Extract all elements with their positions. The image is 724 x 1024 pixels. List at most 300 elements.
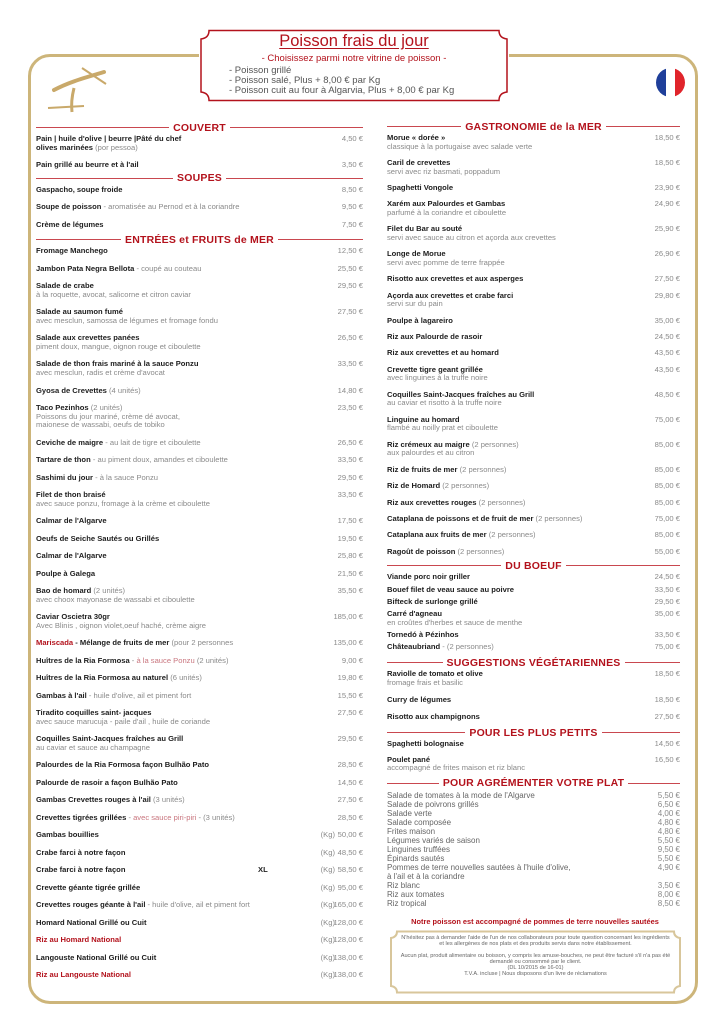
fish-option: - Poisson cuit au four à Algarvia, Plus + 8,00 € par Kg [229, 85, 455, 96]
item-price: 15,50 € [337, 690, 363, 700]
item-name-line [387, 466, 630, 475]
item-price: 138,00 € [333, 970, 363, 980]
divider-line [602, 732, 680, 733]
item-name-line [387, 696, 630, 705]
item-name: Filet du Bar au souté [387, 224, 463, 234]
item-price: 24,50 € [654, 572, 680, 582]
item-name-line [36, 387, 313, 396]
item-price: 33,50 € [337, 359, 363, 369]
menu-item [387, 441, 680, 458]
fresh-fish-box [199, 29, 509, 102]
menu-item [36, 971, 363, 980]
menu-item [387, 317, 680, 326]
item-price: 33,50 € [337, 490, 363, 500]
item-price: 4,90 € [657, 862, 680, 872]
menu-item [387, 696, 680, 705]
section-header [387, 777, 680, 790]
item-price: 33,50 € [654, 584, 680, 594]
menu-section-du-boeuf [387, 559, 680, 651]
item-name: Mariscada [36, 638, 74, 648]
item-name-line [36, 919, 313, 928]
item-note: Salade de tomates à la mode de l'Algarve [387, 790, 535, 800]
item-name: Risotto aux champignons [387, 712, 480, 722]
item-name: Crème de légumes [36, 219, 104, 229]
menu-section-pour-les-plus-petits [387, 726, 680, 773]
item-price: 4,80 € [657, 826, 680, 836]
menu-item [36, 919, 363, 928]
item-description: à la roquette, avocat, salicorne et citron caviar [36, 289, 191, 299]
menu-item [36, 849, 363, 858]
item-name-line [36, 535, 313, 544]
item-note: (2 personnes) [440, 481, 490, 491]
item-name: Carré d'agneau [387, 608, 442, 618]
item-name-line [36, 692, 313, 701]
section-title: POUR LES PLUS PETITS [469, 726, 598, 739]
item-price: 18,50 € [654, 133, 680, 142]
divider-line [606, 126, 680, 127]
menu-item [387, 863, 680, 881]
item-unit: (Kg) [320, 865, 335, 875]
fish-option: - Poisson grillé [229, 65, 292, 76]
item-note: avec sauce piri-piri [133, 812, 197, 822]
item-price: 23,90 € [654, 182, 680, 192]
legal-notice-box [389, 930, 682, 994]
menu-item [387, 292, 680, 309]
menu-item [36, 692, 363, 701]
menu-section-suggestions-vegetariennes [387, 656, 680, 722]
item-price: 75,00 € [654, 641, 680, 651]
item-name: Ragoût de poisson [387, 546, 456, 556]
item-name: Riz aux Palourde de rasoir [387, 332, 483, 342]
menu-item [387, 598, 680, 607]
section-header [387, 120, 680, 133]
item-name: Riz aux crevettes rouges [387, 497, 477, 507]
item-price: 43,50 € [654, 348, 680, 358]
item-price: 9,50 € [341, 202, 363, 212]
item-name-line [387, 881, 640, 890]
item-name-line [387, 531, 630, 540]
item-price: 24,50 € [654, 332, 680, 342]
item-price: 28,50 € [337, 812, 363, 822]
menu-item [36, 456, 363, 465]
item-name-line [36, 674, 313, 683]
french-flag-icon[interactable] [656, 68, 685, 97]
menu-item [36, 360, 363, 377]
item-name: Tiradito coquilles saint- jacques [36, 708, 152, 718]
item-description: parfumé à la coriandre et ciboulette [387, 207, 507, 217]
item-note: - au lait de tigre et ciboulette [103, 437, 201, 447]
item-name-line [36, 761, 313, 770]
item-name: Risotto aux crevettes et aux asperges [387, 274, 524, 284]
menu-item [387, 899, 680, 908]
menu-item [387, 756, 680, 773]
fish-option: - Poisson salé, Plus + 8,00 € par Kg [229, 75, 381, 86]
item-note: (por pessoa) [95, 142, 138, 152]
item-description: avec mesclun, radis et crème d'avocat [36, 368, 165, 378]
item-note: Salade composée [387, 817, 452, 827]
item-name: Sashimi du jour [36, 472, 93, 482]
item-unit: (Kg) [320, 882, 335, 892]
item-name: Spaghetti Vongole [387, 182, 454, 192]
item-name-line [387, 317, 630, 326]
item-note: - au piment doux, amandes et ciboulette [90, 455, 228, 465]
item-description: servi avec riz basmati, poppadum [387, 166, 501, 176]
item-note: à l'ail et à la coriandre [387, 871, 465, 881]
menu-item [387, 184, 680, 193]
divider-line [566, 565, 680, 566]
item-note: Riz blanc [387, 880, 420, 890]
item-price: 5,50 € [657, 790, 680, 800]
item-note: Salade de poivrons grillés [387, 799, 479, 809]
item-price: 4,00 € [657, 808, 680, 818]
item-unit: (Kg) [320, 952, 335, 962]
item-name-line [387, 827, 640, 836]
item-name-line [387, 890, 640, 899]
item-name-line [36, 779, 313, 788]
restaurant-logo [44, 60, 124, 115]
item-name-line [36, 203, 313, 212]
item-price: 55,00 € [654, 546, 680, 556]
item-description: en croûtes d'herbes et sauce de menthe [387, 617, 523, 627]
item-description: avec sauce marucuja - paile d'ail , huile de coriande [36, 716, 211, 726]
item-name-line [36, 849, 313, 858]
menu-item [36, 831, 363, 840]
menu-item [36, 796, 363, 805]
menu-item [36, 866, 363, 875]
menu-item [36, 203, 363, 212]
item-name: Morue « dorée » [387, 133, 446, 142]
menu-item [36, 639, 363, 648]
item-price: 8,50 € [341, 184, 363, 194]
section-header [36, 233, 363, 246]
item-name-line [36, 796, 313, 805]
item-name-line [36, 144, 313, 153]
item-name-line [387, 818, 640, 827]
item-name: Taco Pezinhos [36, 403, 89, 412]
item-description: accompagné de frites maison et riz blanc [387, 763, 526, 773]
item-name-line [387, 573, 630, 582]
menu-item [387, 845, 680, 854]
item-name: Palourdes de la Ria Formosa façon Bulhão Pato [36, 760, 210, 770]
menu-item [387, 416, 680, 433]
item-price: 75,00 € [654, 414, 680, 424]
menu-item [36, 709, 363, 726]
divider-line [387, 126, 461, 127]
item-name: Palourde de rasoir a façon Bulhão Pato [36, 777, 178, 787]
item-name-line [387, 845, 640, 854]
divider-line [36, 127, 169, 128]
item-name: Crevette géante tigrée grillée [36, 882, 141, 892]
item-name-line [387, 631, 630, 640]
menu-item [36, 265, 363, 274]
menu-item [387, 548, 680, 557]
item-price: 23,50 € [337, 403, 363, 412]
menu-item [387, 818, 680, 827]
item-price: 28,50 € [337, 760, 363, 770]
menu-right-column [387, 120, 680, 908]
menu-item [36, 901, 363, 910]
item-name: Cataplana de poissons et de fruit de mer [387, 513, 534, 523]
item-name: Tornedó à Pézinhos [387, 629, 459, 639]
item-description: classique à la portugaise avec salade verte [387, 141, 533, 151]
item-name: Bouef filet de veau sauce au poivre [387, 584, 515, 594]
item-name-line [387, 740, 630, 749]
item-name-line [387, 854, 640, 863]
section-title: POUR AGRÉMENTER VOTRE PLAT [442, 777, 625, 790]
item-price: 27,50 € [337, 708, 363, 718]
item-unit: (Kg) [320, 917, 335, 927]
item-name: Ceviche de maigre [36, 437, 104, 447]
item-name: Tartare de thon [36, 455, 91, 465]
menu-item [36, 674, 363, 683]
menu-item [387, 586, 680, 595]
menu-section-gastronomie-de-la-mer [387, 120, 680, 556]
item-price: 85,00 € [654, 530, 680, 540]
item-name-line [36, 954, 313, 963]
item-price: 58,50 € [337, 865, 363, 875]
item-name: Gyosa de Crevettes [36, 385, 107, 395]
item-price: 29,50 € [337, 734, 363, 744]
item-price: 95,00 € [337, 882, 363, 892]
menu-item [36, 613, 363, 630]
item-name: Gambas bouillies [36, 830, 99, 840]
item-name-line [36, 814, 313, 823]
item-name: Calmar de l'Algarve [36, 551, 107, 561]
item-name: olives marinées [36, 142, 96, 152]
menu-item [36, 135, 363, 152]
menu-item [36, 657, 363, 666]
item-price: 29,50 € [337, 472, 363, 482]
item-price: 9,50 € [657, 844, 680, 854]
menu-item [387, 836, 680, 845]
item-note: (pour 2 personnes [169, 638, 234, 648]
item-name-line [387, 275, 630, 284]
menu-item [387, 515, 680, 524]
item-price: 3,50 € [657, 880, 680, 890]
divider-line [387, 662, 443, 663]
item-unit: (Kg) [320, 900, 335, 910]
item-name: Linguine au homard [387, 414, 460, 424]
item-name: Cataplana aux fruits de mer [387, 530, 487, 540]
item-name: Huîtres de la Ria Formosa [36, 655, 130, 665]
item-description: Poissons du jour mariné, crème dé avocat, [36, 411, 180, 421]
item-note: (2 personnes) [476, 497, 526, 507]
section-header [387, 656, 680, 669]
item-price: 50,00 € [337, 830, 363, 840]
menu-item [387, 631, 680, 640]
item-name-line [387, 836, 640, 845]
item-price: 35,50 € [337, 586, 363, 596]
item-note: Légumes variés de saison [387, 835, 480, 845]
item-name: Viande porc noir griller [387, 572, 470, 582]
item-price: 16,50 € [654, 754, 680, 764]
item-name: Poulet pané [387, 754, 431, 764]
menu-item [36, 334, 363, 351]
menu-item [387, 134, 680, 151]
menu-item [36, 247, 363, 256]
item-price: 18,50 € [654, 157, 680, 167]
item-note: Pommes de terre nouvelles sautées à l'huile d'olive, [387, 862, 571, 872]
item-price: 9,00 € [341, 655, 363, 665]
section-header [387, 726, 680, 739]
item-price: 21,50 € [337, 568, 363, 578]
item-description: aux palourdes et au citron [387, 448, 475, 458]
item-name-line [36, 831, 313, 840]
section-title: SUGGESTIONS VÉGÉTARIENNES [446, 656, 621, 669]
item-price: 19,80 € [337, 673, 363, 683]
item-note: (2 unités) [88, 403, 123, 412]
item-name-line [36, 901, 313, 910]
item-note: (2 unités) [194, 655, 229, 665]
item-description: avec mesclun, samossa de légumes et fromage fondu [36, 315, 218, 325]
item-name: Coquilles Saint-Jacques fraîches au Grill [36, 734, 184, 744]
menu-item [36, 221, 363, 230]
item-price: 17,50 € [337, 516, 363, 526]
item-name: Crevettes tigrées grillées [36, 812, 127, 822]
item-unit: (Kg) [320, 935, 335, 945]
item-name-line [36, 456, 313, 465]
item-price: 18,50 € [654, 695, 680, 705]
item-name: Riz au Langouste National [36, 970, 131, 980]
item-price: 43,50 € [654, 364, 680, 374]
item-price: 24,90 € [654, 199, 680, 209]
item-note: - (3 unités) [196, 812, 235, 822]
item-note: (2 personnes) [457, 464, 507, 474]
divider-line [628, 783, 680, 784]
menu-item [36, 552, 363, 561]
menu-item [387, 275, 680, 284]
item-description: avec choox mayonase de wassabi et ciboulette [36, 594, 195, 604]
item-price: 35,00 € [654, 315, 680, 325]
menu-item [387, 349, 680, 358]
menu-item [36, 884, 363, 893]
item-name-line [36, 161, 313, 170]
item-price: 12,50 € [337, 246, 363, 256]
item-name-line [36, 439, 313, 448]
item-name: Gambas à l'ail [36, 690, 87, 700]
item-description: au caviar et risotto à la truffe noire [387, 398, 502, 408]
item-name: Spaghetti bolognaise [387, 739, 464, 749]
item-name: Longe de Morue [387, 249, 446, 259]
item-price: 25,80 € [337, 551, 363, 561]
item-unit: (Kg) [320, 847, 335, 857]
item-name: Riz de fruits de mer [387, 464, 458, 474]
item-name-line [387, 872, 640, 881]
item-price: 26,90 € [654, 249, 680, 259]
item-name: Crabe farci à notre façon [36, 847, 126, 857]
menu-item [387, 250, 680, 267]
item-price: 14,50 € [337, 777, 363, 787]
item-name: Langouste National Grillé ou Cuit [36, 952, 157, 962]
item-description: servi avec sauce au citron et açorda aux crevettes [387, 232, 556, 242]
item-size-tag: XL [258, 865, 268, 875]
item-price: 85,00 € [654, 464, 680, 474]
item-price: 5,50 € [657, 853, 680, 863]
menu-item [36, 308, 363, 325]
item-note: (2 unités) [91, 586, 126, 596]
menu-item [387, 499, 680, 508]
fresh-fish-options [229, 66, 454, 96]
item-name-line [387, 184, 630, 193]
item-name: Gambas Crevettes rouges à l'ail [36, 795, 151, 805]
item-price: 185,00 € [333, 612, 363, 622]
menu-item [36, 161, 363, 170]
menu-item [387, 466, 680, 475]
item-name-line [387, 482, 630, 491]
item-name-line [387, 863, 640, 872]
item-price: 27,50 € [654, 274, 680, 284]
item-name: Châteaubriand [387, 641, 441, 651]
item-name: Pain grillé au beurre et à l'ail [36, 160, 139, 170]
item-name-line [387, 791, 640, 800]
menu-item [387, 391, 680, 408]
item-price: 25,50 € [337, 263, 363, 273]
menu-item [387, 854, 680, 863]
item-price: 35,00 € [654, 608, 680, 618]
item-note: - aromatisée au Pernod et à la coriandre [101, 202, 240, 212]
section-title: COUVERT [173, 121, 226, 134]
menu-item [387, 643, 680, 652]
menu-item [36, 814, 363, 823]
menu-item [387, 482, 680, 491]
item-name-line [36, 936, 313, 945]
item-unit: (Kg) [320, 830, 335, 840]
item-price: 128,00 € [333, 917, 363, 927]
item-price: 14,50 € [654, 739, 680, 749]
menu-left-column [36, 121, 363, 989]
item-price: 85,00 € [654, 481, 680, 491]
item-price: 8,50 € [657, 898, 680, 908]
item-price: 3,50 € [341, 160, 363, 170]
item-name: Huîtres de la Ria Formosa au naturel [36, 673, 169, 683]
item-name-line [36, 474, 313, 483]
item-price: 7,50 € [341, 219, 363, 229]
divider-line [36, 178, 173, 179]
item-description: servi sur du pain [387, 299, 443, 309]
item-name: Crevettes rouges géante à l'ail [36, 900, 146, 910]
item-price: 27,50 € [337, 307, 363, 317]
item-name: Poulpe à Galega [36, 568, 96, 578]
item-price: 26,50 € [337, 437, 363, 447]
item-name-line [36, 517, 313, 526]
item-note: - (2 personnes) [440, 641, 494, 651]
item-price: 4,80 € [657, 817, 680, 827]
item-unit: (Kg) [320, 970, 335, 980]
item-price: 26,50 € [337, 333, 363, 343]
item-name-line [387, 643, 630, 652]
divider-line [625, 662, 681, 663]
menu-item [387, 800, 680, 809]
menu-item [36, 570, 363, 579]
item-name: Riz de Homard [387, 481, 441, 491]
allergen-notice: N'hésitez pas à demander l'aide de l'un de nos collaborateurs pour toute question concernant les ingrédients et les allergènes de nos plats et des produits servis dans notre établissement. [401, 935, 670, 948]
menu-item [387, 200, 680, 217]
item-note: (6 unités) [168, 673, 202, 683]
item-price: 19,50 € [337, 533, 363, 543]
menu-item [387, 713, 680, 722]
item-name: Coquilles Saint-Jacques fraîches au Grill [387, 389, 535, 399]
item-price: 135,00 € [333, 638, 363, 648]
item-price: 29,80 € [654, 290, 680, 300]
item-name-line [387, 586, 630, 595]
item-note: (3 unités) [150, 795, 185, 805]
menu-item [387, 791, 680, 800]
item-price: 165,00 € [333, 900, 363, 910]
menu-section-entrees-et-fruits-de-mer [36, 233, 363, 980]
item-name-line [36, 639, 313, 648]
item-description: Avec Blinis , oignon violet,oeuf haché, crème aigre [36, 620, 206, 630]
item-note: Épinards sautés [387, 853, 445, 863]
